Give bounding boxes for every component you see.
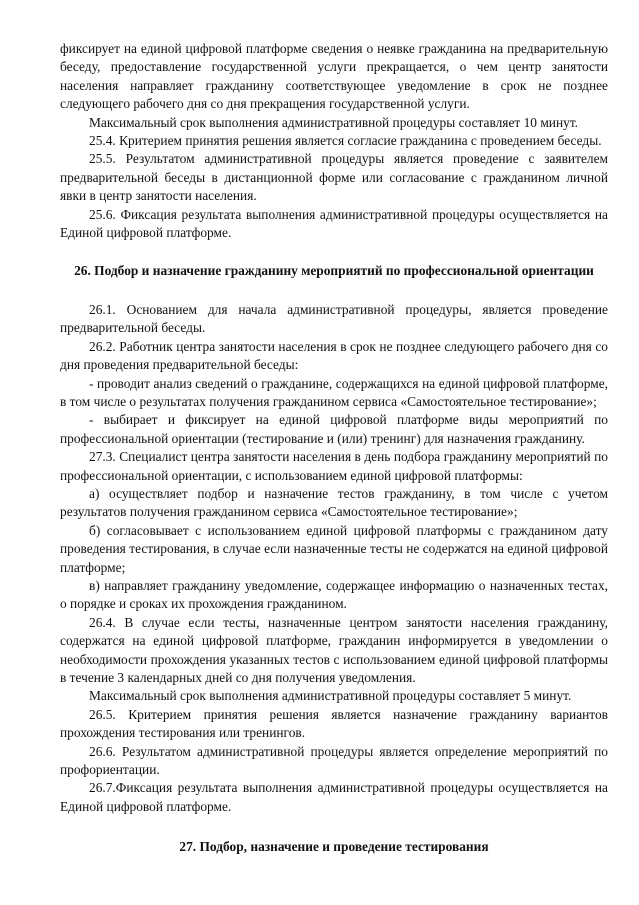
paragraph-25-4: 25.4. Критерием принятия решения является согласие гражданина с проведением беседы.	[89, 133, 602, 149]
paragraph-26-4: 26.4. В случае если тесты, назначенные центром занятости населения гражданину, содержатся на единой цифровой платформе, гражданин информируется в уведомлении о необходимости прохождения указанных тестов с использованием единой цифровой платформы в течение 3 календарных дней со дня получения уведомления.	[60, 614, 608, 685]
paragraph-25-6: 25.6. Фиксация результата выполнения административной процедуры осуществляется на Единой цифровой платформе.	[60, 206, 608, 241]
list-item-a: а) осуществляет подбор и назначение тестов гражданину, в том числе с учетом результатов получения гражданином сервиса «Самостоятельное тестирование»;	[60, 485, 608, 520]
paragraph-26-7: 26.7.Фиксация результата выполнения административной процедуры осуществляется на Единой цифровой платформе.	[60, 780, 608, 814]
section-heading-26: 26. Подбор и назначение гражданину мероприятий по профессиональной ориентации	[74, 263, 594, 279]
paragraph-max-time-10: Максимальный срок выполнения административной процедуры составляет 10 минут.	[89, 114, 579, 130]
paragraph-26-6: 26.6. Результатом административной процедуры является определение мероприятий по профориентации.	[60, 743, 608, 778]
paragraph-continuation: фиксирует на единой цифровой платформе сведения о неявке гражданина на предварительную беседу, предоставление государственной услуги прекращается, о чем центр занятости населения направляет гражданину соответствующее уведомление в срок не позднее следующего рабочего дня со дня прекращения государственной услуги.	[60, 41, 608, 112]
list-item-b: б) согласовывает с использованием единой цифровой платформы с гражданином дату проведения тестирования, в случае если назначенные тесты не содержатся на единой цифровой платформе;	[60, 522, 608, 575]
paragraph-25-5: 25.5. Результатом административной процедуры является проведение с заявителем предварительной беседы в дистанционной форме или согласование с гражданином личной явки в центр занятости населения.	[60, 151, 608, 204]
document-page	[60, 40, 608, 857]
paragraph-26-5: 26.5. Критерием принятия решения является назначение гражданину вариантов прохождения тестирования или тренингов.	[60, 706, 608, 741]
paragraph-26-1: 26.1. Основанием для начала административной процедуры, является проведение предварительной беседы.	[60, 301, 608, 336]
section-heading-27: 27. Подбор, назначение и проведение тестирования	[179, 839, 489, 855]
list-item-analysis: - проводит анализ сведений о гражданине, содержащихся на единой цифровой платформе, в том числе о результатах получения гражданином сервиса «Самостоятельное тестирование»;	[60, 375, 608, 409]
list-item-selection: - выбирает и фиксирует на единой цифровой платформе виды мероприятий по профессиональной ориентации (тестирование и (или) тренинг) для назначения гражданину.	[60, 412, 608, 446]
paragraph-27-3: 27.3. Специалист центра занятости населения в день подбора гражданину мероприятий по профессиональной ориентации, с использованием единой цифровой платформы:	[60, 449, 608, 483]
list-item-c: в) направляет гражданину уведомление, содержащее информацию о назначенных тестах, о порядке и сроках их прохождения гражданином.	[60, 577, 608, 612]
paragraph-max-time-5: Максимальный срок выполнения административной процедуры составляет 5 минут.	[89, 688, 572, 704]
paragraph-26-2: 26.2. Работник центра занятости населения в срок не позднее следующего рабочего дня со дня проведения предварительной беседы:	[60, 338, 608, 373]
